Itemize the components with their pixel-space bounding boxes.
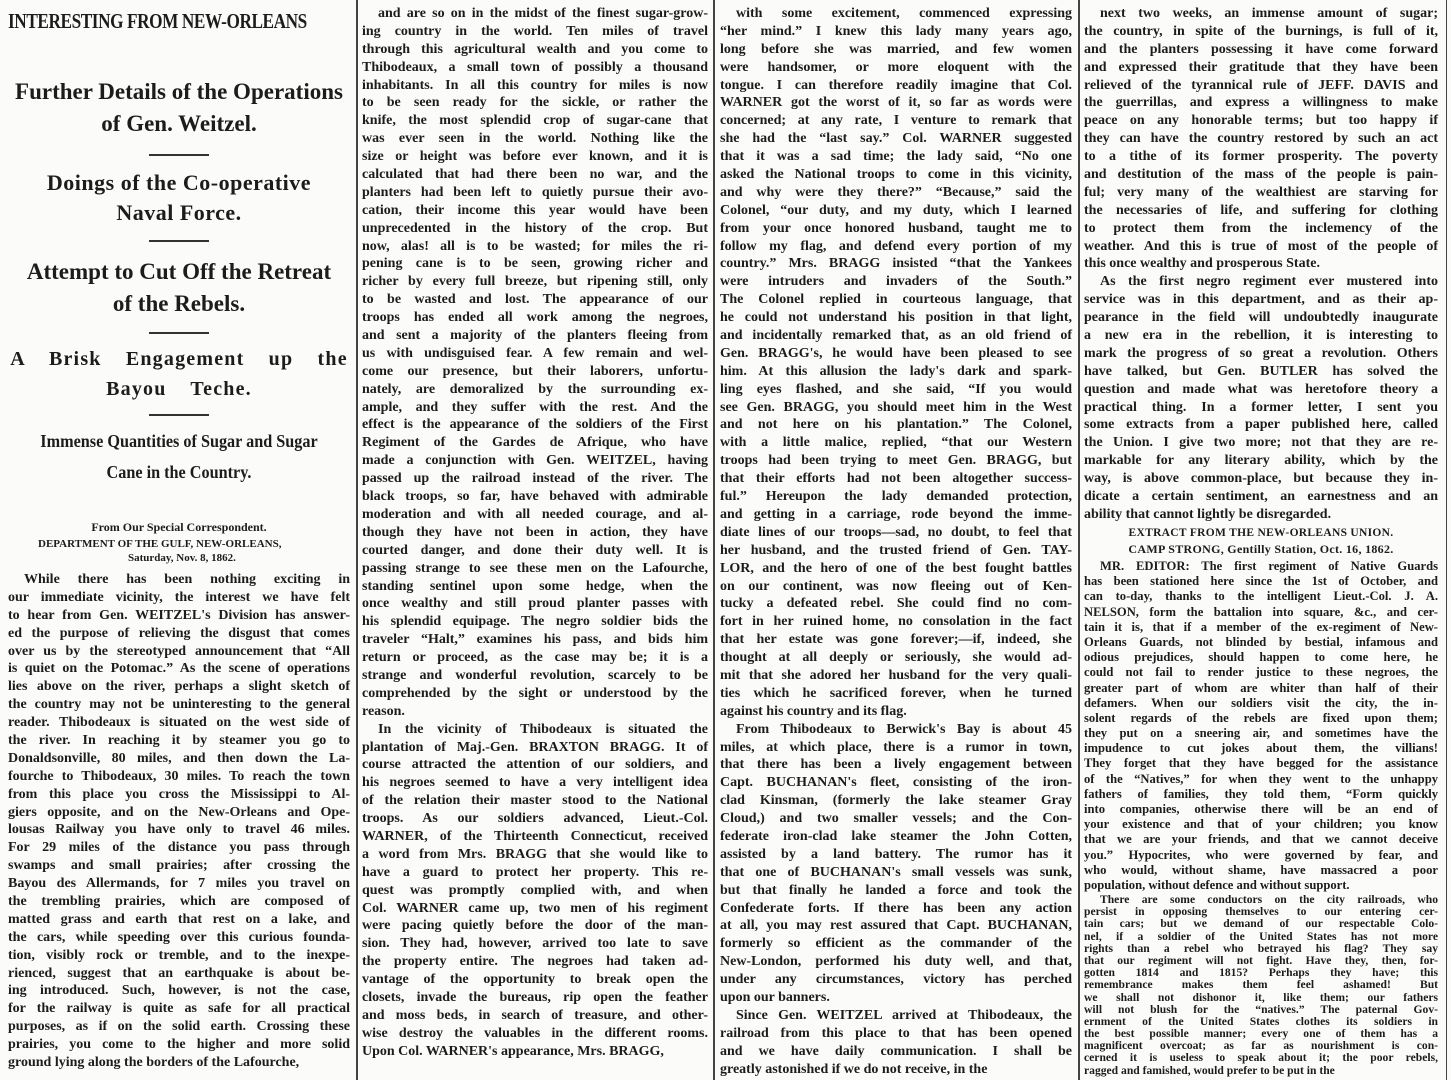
text-line: cation, their income this year would have been [362,202,708,218]
text-line: rights than a rebel who betrayed his flag? They say [1084,941,1438,955]
text-line: some extracts from a paper published here, called [1084,417,1438,433]
text-line: your existence and that of your children; you know [1084,817,1438,832]
text-line: moderation and with all needed courage, and al- [362,506,708,522]
text-line: ernment of the United States clothes its soldiers in [1084,1014,1438,1028]
text-line: While there has been nothing exciting in [24,572,350,587]
dateline-date: Saturday, Nov. 8, 1862. [128,552,236,564]
text-line: In the vicinity of Thibodeaux is situated the [378,721,708,737]
text-line: with a little malice, replied, “that our Western [720,435,1072,451]
headline-sugar: Cane in the Country. [106,462,252,482]
text-line: that there has been a lively engagement between [720,757,1072,773]
text-line: The Colonel replied in courteous language, that [720,292,1072,308]
text-line: quest was promptly complied with, and when [362,882,708,898]
text-line: under any circumstances, victory has perched [720,972,1072,988]
extract-block [1084,526,1438,556]
text-line: swamps and small prairies; after crossing the [8,858,350,874]
text-line: comprehended by the sight or understood by the [362,685,708,701]
text-line: now, alas! all is to be wasted; for miles the ri- [362,238,708,254]
text-line: Thibodeaux, a small town of possibly a thousand [362,59,708,75]
text-line: who would, without shame, have massacred a poor [1084,862,1438,877]
text-line: tion, visibly rock or tremble, and to the inexpe- [8,947,350,963]
text-line: ties which he sacrificed forever, when he turned [720,685,1072,701]
text-line: the trembling prairies, which are composed of [8,894,350,910]
text-line: our immediate vicinity, the interest we have felt [8,589,350,605]
headline-operations: Further Details of the Operations [15,79,343,104]
text-line: was ever seen in the world. Nothing like the [362,131,708,147]
text-line: clad Kinsman, (formerly the lake steamer Gray [720,793,1072,809]
text-line: at all, you may rest assured that Capt. BUCHANAN, [720,918,1072,934]
text-line: giers opposite, and on the New-Orleans and Ope- [8,804,350,820]
letter-body-small [1084,894,1438,1077]
text-line: greatly astonished if we do not receive, in the [720,1061,988,1077]
text-line: effect is the appearance of the soldiers of the First [362,417,708,433]
text-line: question and made what was heretofore theory a [1084,381,1438,397]
text-line: tain cars; but we demand of our respectable Colo- [1084,917,1438,931]
text-line: she had the “last say.” Col. WARNER suggested [720,131,1072,147]
text-line: MR. EDITOR: The first regiment of Native Guards [1100,559,1438,573]
text-line: return or proceed, as the case may be; it is a [362,650,708,666]
text-line: the river. In reaching it by steamer you go to [8,733,350,749]
text-line: ful.” Hereupon the lady demanded protection, [720,489,1072,505]
text-line: matted grass and earth that rest on a lake, and [8,911,350,927]
text-line: tongue. I can therefore readily imagine that Col. [720,77,1072,93]
text-line: For 29 miles of the distance you pass through [8,840,350,856]
text-line: long before she was married, and few women [720,41,1072,57]
text-line: As the first negro regiment ever mustered into [1100,274,1438,290]
correspondent-line: From Our Special Correspondent. [91,520,267,534]
text-line: that her estate was gone forever;—if, indeed, she [720,632,1072,648]
text-line: dicate a certain sentiment, an earnestness and an [1084,489,1438,505]
text-line: traveler “Halt,” examines his pass, and bids him [362,632,708,648]
text-line: markable for any literary ability, which by the [1084,453,1438,469]
text-line: and not here on his plantation.” The Colonel, [720,417,1072,433]
letter-body [1084,559,1438,893]
text-line: though they have not been in action, they have [362,524,708,540]
text-line: They forget that they have begged for the assistance [1084,756,1438,771]
text-line: impudence to cut jokes about them, the villians! [1084,741,1438,756]
text-line: his splendid equipage. The negro soldier bids the [362,614,708,630]
text-line: ing introduced. Such, however, is not the case, [8,983,350,999]
column-rule [356,0,358,1080]
text-line: they put on a sneering air, and sometimes have the [1084,726,1438,741]
text-line: upon our banners. [720,989,830,1005]
text-line: odious prejudices, should happen to come here, he [1084,650,1438,665]
text-line: is quiet on the Potomac.” As the scene of operations [8,661,350,677]
text-line: sion. They had, however, arrived too late to save [362,936,708,952]
text-line: over us by the stereotyped announcement that “All [8,643,350,659]
column-rule [1078,0,1080,1080]
text-line: formerly so efficient as the commander of the [720,936,1072,952]
text-line: cerned it is useless to speak about it; the poor rebels, [1084,1051,1438,1065]
text-line: ful; very many of the wealthiest are starving for [1084,184,1438,200]
divider [149,332,209,334]
text-line: ing country in the world. Ten miles of travel [362,23,708,39]
text-line: against his country and its flag. [720,703,907,719]
text-line: mit that she adored her husband for the very quali- [720,667,1072,683]
text-line: miles, at which place, there is a rumor in town, [720,739,1072,755]
text-line: troops. As our soldiers advanced, Lieut.-Col. [362,811,708,827]
text-line: richer by every full breeze, but ripening still, only [362,274,708,290]
text-line: the cars, while speeding over this curious founda- [8,929,350,945]
text-line: to hear from Gen. WEITZEL's Division has answer- [8,607,350,623]
text-line: you.” Hypocrites, who were governed by fear, and [1084,847,1438,862]
text-line: Bayou des Allermands, for 7 miles you travel on [8,876,350,892]
text-line: of the “Natives,” for when they went to the unhappy [1084,771,1438,786]
text-line: mark the progress of so great a revolution. Others [1084,345,1438,361]
text-line: relieved of the tyrannical rule of JEFF. DAVIS and [1084,77,1438,93]
text-line: next two weeks, an immense amount of sugar; [1100,6,1438,21]
text-line: Upon Col. WARNER's appearance, Mrs. BRAGG, [362,1043,664,1059]
text-line: and incidentally remarked that, as an old friend of [720,328,1072,344]
text-line: a new era in the rebellion, it is interesting to [1084,328,1438,344]
text-line: reason. [362,703,405,719]
text-line: knife, the most splendid crop of sugar-cane that [362,113,708,129]
text-line: Gen. BRAGG's, he would have been pleased to see [720,345,1072,361]
text-line: weather. And this is true of most of the people of [1084,238,1438,254]
text-line: inhabitants. In all this country for miles is now [362,77,708,93]
headline-engagement: A Brisk Engagement up the [10,348,348,370]
text-line: purposes, as if on the solid earth. Crossing these [8,1019,350,1035]
text-line: Donaldsonville, 80 miles, and then down the La- [8,750,350,766]
text-line: and sent a majority of the planters fleeing from [362,328,708,344]
text-line: for the railway is quite as safe for all practical [8,1001,350,1017]
text-line: magnificent overcoat; as far as nourishment is con- [1084,1039,1438,1053]
column-1-body [8,571,350,1072]
text-line: fathers of families, they told them, “Form quickly [1084,786,1438,801]
text-line: that our regiment will not fight. Have they, then, for- [1084,953,1438,967]
text-line: through this agricultural wealth and you come to [362,41,708,57]
text-line: Since Gen. WEITZEL arrived at Thibodeaux, the [736,1007,1072,1023]
text-line: service was in this department, and as their ap- [1084,292,1438,308]
text-line: practical thing. In a former letter, I sent you [1084,399,1438,415]
divider [149,154,209,156]
text-line: the best possible manner; every one of them has a [1084,1027,1438,1041]
text-line: this once wealthy and prosperous State. [1084,256,1320,272]
text-line: were pacing quietly before the door of the man- [362,918,708,934]
text-line: that one of BUCHANAN's small vessels was sunk, [720,864,1072,880]
text-line: has been stationed here since the 1st of October, and [1084,574,1438,589]
text-line: us with undisguised fear. A few remain and wel- [362,345,708,361]
text-line: NELSON, form the battalion into square, &c., and cer- [1084,604,1438,619]
text-line: Cloud,) and two smaller vessels; and the Con- [720,811,1072,827]
text-line: country.” Mrs. BRAGG insisted “that the Yankees [720,256,1072,272]
text-line: thought at all deeply or seriously, she would ad- [720,650,1072,666]
text-line: defamers. When our soldiers visit the city, the in- [1084,695,1438,710]
text-line: once wealthy and still proud planter passes with [362,596,708,612]
text-line: and we have daily communication. I shall be [720,1043,1072,1059]
text-line: ragged and famished, would prefer to be put in the [1084,1063,1335,1077]
text-line: that their efforts had not been altogether success- [720,471,1072,487]
text-line: size or height was before ever known, and it is [362,149,708,165]
text-line: course attracted the attention of our soldiers, and [362,757,708,773]
text-line: her husband, and the trusted friend of Gen. TAY- [720,542,1072,558]
text-line: remembrance makes them feel ashamed! But [1084,978,1438,992]
page-title: INTERESTING FROM NEW-ORLEANS [8,9,307,33]
text-line: tucky a defeated rebel. She could find no com- [720,596,1072,612]
text-line: from this place you cross the Mississippi to Al- [8,786,350,802]
text-line: standing sentinel upon some hedge, when the [362,578,708,594]
headline-sugar: Immense Quantities of Sugar and Sugar [40,431,318,451]
text-line: Col. WARNER came up, two men of his regiment [362,900,708,916]
text-line: and getting in a carriage, rode beyond the imme- [720,506,1072,522]
text-line: fourche to Thibodeaux, 30 miles. To reach the town [8,768,350,784]
text-line: lies above on the river, perhaps a slight sketch of [8,679,350,695]
dateline [8,537,350,565]
text-line: rienced, suggest that an earthquake is about be- [8,965,350,981]
text-line: courted danger, and done their duty well. It is [362,542,708,558]
column-1 [8,0,350,488]
text-line: that we are your friends, and that we cannot deceive [1084,832,1438,847]
text-line: will not blush for the “natives.” The paternal Gov- [1084,1002,1438,1016]
text-line: troops has ended all work among the negroes, [362,310,708,326]
divider [149,240,209,242]
text-line: tain it is, that if a member of the ex-regiment of New- [1084,619,1438,634]
text-line: and moss beds, in search of treasure, and other- [362,1007,708,1023]
headline-retreat: Attempt to Cut Off the Retreat [26,259,332,284]
text-line: Colonel, “our duty, and my duty, which I learned [720,202,1072,218]
text-line: could not fail to render justice to these negroes, the [1084,665,1438,680]
text-line: with some excitement, commenced expressing [736,6,1072,21]
text-line: and are so on in the midst of the finest sugar-grow- [378,6,708,21]
text-line: Capt. BUCHANAN's fleet, consisting of the iron- [720,775,1072,791]
text-line: have a guard to protect her property. This re- [362,864,708,880]
text-line: lousas Railway you have only to travel 46 miles. [8,822,350,838]
text-line: have talked, but Gen. BUTLER has solved the [1084,363,1438,379]
text-line: that it was a sad time; the lady said, “No one [720,149,1072,165]
headline-naval: Doings of the Co-operative [46,170,312,195]
page-edge-rule [1446,0,1447,1080]
text-line: WARNER, of the Thirteenth Connecticut, received [362,828,708,844]
divider [149,414,209,416]
text-line: solent regards of the rebels are fixed upon them; [1084,710,1438,725]
text-line: From Thibodeaux to Berwick's Bay is about 45 [736,721,1072,737]
text-line: persist in opposing themselves to our entering cer- [1084,905,1438,919]
text-line: fort in her ruined home, no consolation in the fact [720,614,1072,630]
text-line: black troops, so far, have behaved with admirable [362,489,708,505]
text-line: but that finally he landed a force and took the [720,882,1072,898]
dateline-place: DEPARTMENT OF THE GULF, NEW-ORLEANS, [38,538,282,550]
text-line: concerned; at any rate, I venture to remark that [720,113,1072,129]
text-line: the guerrillas, and express a willingness to make [1084,95,1438,111]
text-line: way, is above common-place, but because they in- [1084,471,1438,487]
text-line: ed the purpose of relieving the disgust that comes [8,625,350,641]
text-line: the property entire. The negroes had taken ad- [362,954,708,970]
text-line: on our continent, was now fleeing out of Ken- [720,578,1072,594]
text-line: pening cane is to be seen, growing richer and [362,256,708,272]
text-line: his negroes seemed to have a very intelligent idea [362,775,708,791]
text-line: see Gen. BRAGG, you should meet him in the West [720,399,1072,415]
text-line: gotten 1814 and 1815? Perhaps they have; this [1084,966,1438,980]
text-line: him. At this allusion the lady's dark and spark- [720,363,1072,379]
text-line: were handsomer, or more eloquent with the [720,59,1072,75]
text-line: we shall not dishonor it, like them; our fathers [1084,990,1438,1004]
text-line: Regiment of the Gardes de Afrique, who have [362,435,708,451]
text-line: to protect them from the inclemency of the [1084,220,1438,236]
extract-dateline: CAMP STRONG, Gentilly Station, Oct. 16, 1862. [1128,542,1394,556]
column-3-body [720,5,1072,1078]
text-line: WARNER got the worst of it, so far as words were [720,95,1072,111]
text-line: to a tithe of its former prosperity. The poverty [1084,149,1438,165]
text-line: LOR, and the hero of one of the best fought battles [720,560,1072,576]
text-line: prairies, you come to the higher and more solid [8,1037,350,1053]
text-line: troops had been trying to meet Gen. BRAGG, but [720,453,1072,469]
text-line: New-London, performed his duty well, and that, [720,954,1072,970]
text-line: strange and wonderful revolution, scarcely to be [362,667,708,683]
text-line: planters had been left to quietly pursue their avo- [362,184,708,200]
text-line: ground lying along the borders of the Lafourche, [8,1055,300,1071]
text-line: federate iron-clad lake steamer the John Cotten, [720,828,1072,844]
text-line: and expressed their gratitude that they have been [1084,59,1438,75]
text-line: reader. Thibodeaux is situated on the west side of [8,715,350,731]
text-line: peace on any honorable terms; but too happy if [1084,113,1438,129]
text-line: ling eyes flashed, and she said, “If you would [720,381,1072,397]
text-line: from your once honored husband, taught me to [720,220,1072,236]
text-line: pearance in the field will undoubtedly inaugurate [1084,310,1438,326]
text-line: Confederate forts. If there has been any action [720,900,1072,916]
text-line: the Union. I give two more; not that they are re- [1084,435,1438,451]
text-line: and the planters possessing it have come forward [1084,41,1438,57]
correspondent-block [8,520,350,565]
text-line: and destitution of the mass of the people is pain- [1084,167,1438,183]
headline-naval: Naval Force. [116,200,242,225]
text-line: ability that cannot lightly be disregarded. [1084,506,1332,522]
text-line: the country may not be uninteresting to the general [8,697,350,713]
text-line: Orleans Guards, not blinded by bestial, infamous and [1084,634,1438,649]
text-line: assisted by a land battery. The rumor has it [720,846,1072,862]
text-line: follow my flag, and defend every portion of my [720,238,1072,254]
text-line: population, without defence and without support. [1084,877,1350,892]
text-line: “her mind.” I knew this lady many years ago, [720,23,1072,39]
text-line: calculated that had there been no war, and the [362,167,708,183]
headline-engagement: Bayou Teche. [106,378,252,400]
text-line: greater part of whom are whiter than half of their [1084,680,1438,695]
text-line: a word from Mrs. BRAGG that she would like to [362,846,708,862]
text-line: made a conjunction with Gen. WEITZEL, having [362,453,708,469]
text-line: closets, invade the bureaus, rip open the feather [362,989,708,1005]
column-rule [713,0,715,1080]
text-line: can to-day, thanks to the intelligent Lieut.-Col. J. A. [1084,589,1438,604]
headline-retreat: of the Rebels. [112,291,246,316]
text-line: passing strange to see these men on the Lafourche, [362,560,708,576]
text-line: the country, in spite of the burnings, is full of it, [1084,23,1438,39]
text-line: the necessaries of life, and suffering for clothing [1084,202,1438,218]
text-line: passed up the railroad instead of the river. The [362,471,708,487]
text-line: asked the National troops to come in this vicinity, [720,167,1072,183]
text-line: railroad from this place to that has been opened [720,1025,1072,1041]
text-line: to be wasted and lost. The appearance of our [362,292,708,308]
text-line: he could not understand his position in that light, [720,310,1072,326]
text-line: and why were they there?” “Because,” said the [720,184,1072,200]
text-line: nately, are demoralized by the surrounding ex- [362,381,708,397]
text-line: of the relation their master stood to the National [362,793,708,809]
text-line: There are some conductors on the city railroads, who [1100,893,1438,906]
text-line: plantation of Maj.-Gen. BRAXTON BRAGG. It of [362,739,708,755]
text-line: vantage of the opportunity to break open the [362,972,708,988]
column-2-body [362,5,708,1061]
text-line: to be seen ready for the sickle, or rather the [362,95,708,111]
text-line: into companies, otherwise there will be an end of [1084,802,1438,816]
column-4-body [1084,5,1438,524]
extract-heading: EXTRACT FROM THE NEW-ORLEANS UNION. [1128,527,1394,539]
text-line: ample, and they suffer with the rest. And the [362,399,708,415]
text-line: diate lines of our troops—sad, no doubt, to feel that [720,524,1072,540]
headline-operations: of Gen. Weitzel. [101,111,257,136]
text-line: were intruders and invaders of the South.” [720,274,1072,290]
text-line: nel, if a soldier of the United States has not more [1084,929,1438,943]
text-line: they can have the country restored by such an act [1084,131,1438,147]
text-line: unprecedented in the history of the crop. But [362,220,708,236]
text-line: wise destroy the valuables in the different rooms. [362,1025,708,1041]
text-line: come our presence, but their laborers, unfortu- [362,363,708,379]
